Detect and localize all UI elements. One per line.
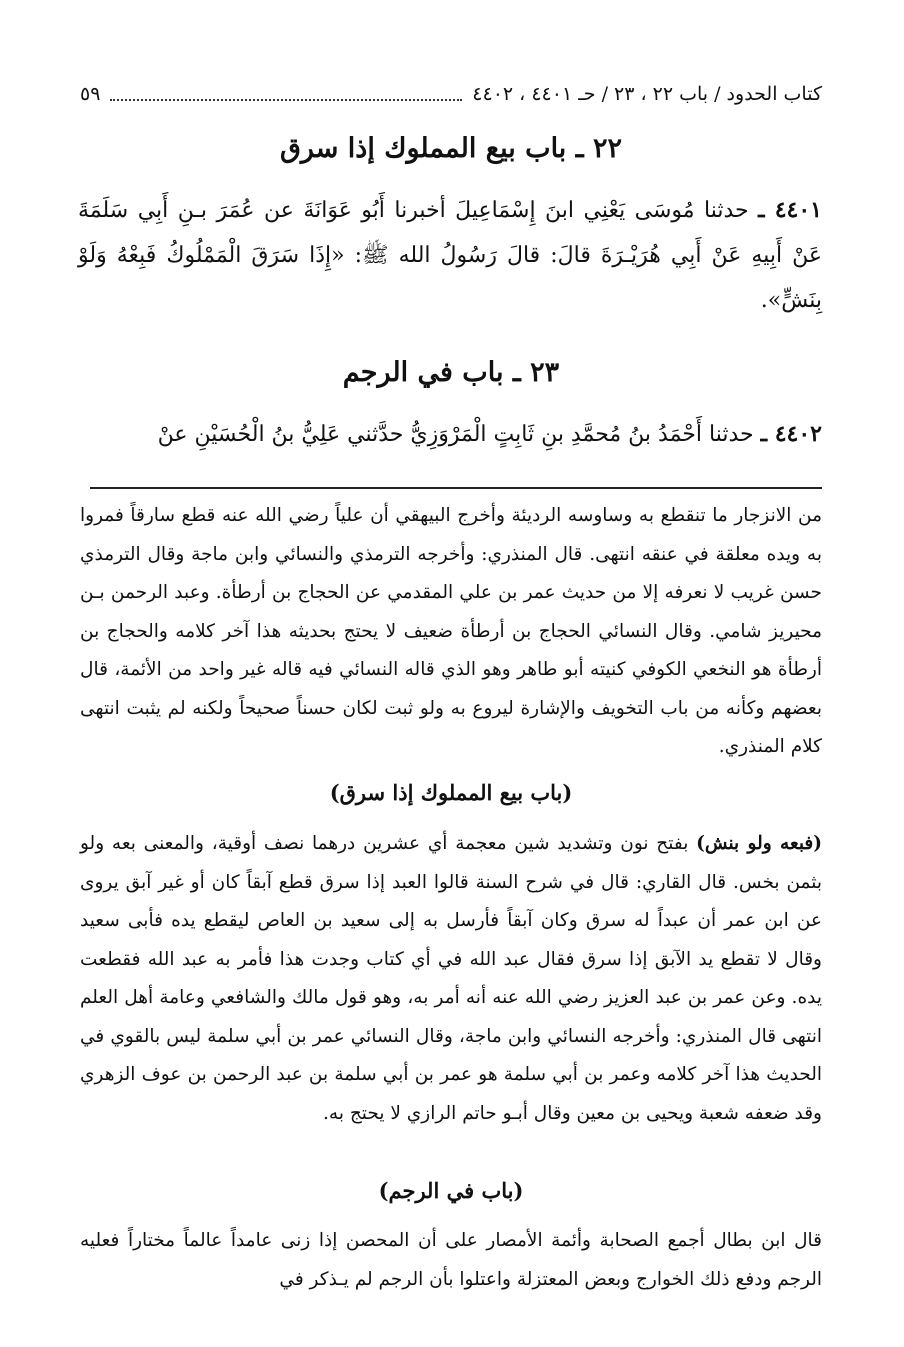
page-number: ٥٩ — [80, 83, 101, 105]
footnote-divider — [90, 487, 822, 489]
running-header-title: كتاب الحدود / باب ٢٢ ، ٢٣ / حـ ٤٤٠١ ، ٤٤٠٢ — [472, 83, 822, 105]
hadith-4401-text: حدثنا مُوسَى يَعْنِي ابنَ إِسْمَاعِيلَ أخبرنا أَبُو عَوَانَةَ عن عُمَرَ بـنِ أَبِي سَلَمَةَ عَنْ أَبِيهِ عَنْ أَبِي هُرَيْـرَةَ قالَ: قالَ رَسُولُ الله ﷺ: «إِذَا سَرَقَ الْمَمْلُوكُ فَبِعْهُ وَلَوْ بِنَشٍّ». — [78, 198, 822, 313]
commentary-subheading-stoning: (باب في الرجم) — [378, 1178, 524, 1203]
chapter-22-title: ٢٢ ـ باب بيع المملوك إذا سرق — [279, 133, 623, 164]
hadith-4402-number: ٤٤٠٢ ـ — [760, 421, 822, 447]
header-leader-dots — [110, 95, 462, 101]
hadith-4402-text: حدثنا أَحْمَدُ بنُ مُحمَّدِ بنِ ثَابِتٍ الْمَرْوَزِيُّ حدَّثني عَلِيُّ بنُ الْحُسَيْنِ عنْ — [157, 422, 754, 447]
commentary-lead-phrase: (فبعه ولو بنش) — [696, 833, 822, 854]
commentary-paragraph-3: قال ابن بطال أجمع الصحابة وأئمة الأمصار على أن المحصن إذا زنى عامداً عالماً مختاراً فعليه الرجم ودفع ذلك الخوارج وبعض المعتزلة واعتلوا بأن الرجم لم يـذكر في — [80, 1230, 822, 1290]
commentary-paragraph-2 — [80, 825, 822, 1133]
hadith-4401-number: ٤٤٠١ ـ — [758, 197, 822, 223]
hadith-4401 — [78, 188, 822, 323]
hadith-4402 — [78, 412, 822, 457]
chapter-23-title: ٢٣ ـ باب في الرجم — [342, 357, 560, 388]
commentary-paragraph-2-text: بفتح نون وتشديد شين معجمة أي عشرين درهما نصف أوقية، والمعنى بعه ولو بثمن بخس. قال القاري: قال في شرح السنة قالوا العبد إذا سرق قطع آبقاً كان أو غير آبق يروى عن ابن عمر أن عبداً له سرق وكان آبقاً فأرسل به إلى سعيد بن العاص ليقطع يده فأبى سعيد وقال لا تقطع يد الآبق إذا سرق فقال عبد الله في أي كتاب وجدت هذا فأمر به عبد الله فقطعت يده. وعن عمر بن عبد العزيز رضي الله عنه أنه أمر به، وهو قول مالك والشافعي وعامة أهل العلم انتهى قال المنذري: وأخرجه النسائي وابن ماجة، وقال النسائي عمر بن أبي سلمة ليس بالقوي في الحديث هذا آخر كلامه وعمر بن أبي سلمة هو عمر بن أبي سلمة بن عبد الرحمن بن عوف الزهري وقد ضعفه شعبة ويحيى بن معين وقال أبـو حاتم الرازي لا يحتج به. — [80, 833, 822, 1124]
commentary-subheading-sale: (باب بيع المملوك إذا سرق) — [329, 780, 573, 805]
running-header — [80, 78, 822, 110]
commentary-paragraph-1: من الانزجار ما تنقطع به وساوسه الرديئة وأخرج البيهقي أن علياً رضي الله عنه قطع سارقاً فمروا به ويده معلقة في عنقه انتهى. قال المنذري: وأخرجه الترمذي والنسائي وابن ماجة وقال الترمذي حسن غريب لا نعرفه إلا من حديث عمر بن علي المقدمي عن الحجاج بن أرطأة. وعبد الرحمن بـن محيريز شامي. وقال النسائي الحجاج بن أرطأة ضعيف لا يحتج بحديثه هذا آخر كلامه والحجاج بن أرطأة هو النخعي الكوفي كنيته أبو طاهر وهو الذي قاله النسائي فيه قاله غير واحد من الأئمة، قال بعضهم وكأنه من باب التخويف والإشارة ليروع به ولو ثبت لكان حسناً صحيحاً ولكنه لم يثبت انتهى كلام المنذري. — [80, 505, 822, 757]
